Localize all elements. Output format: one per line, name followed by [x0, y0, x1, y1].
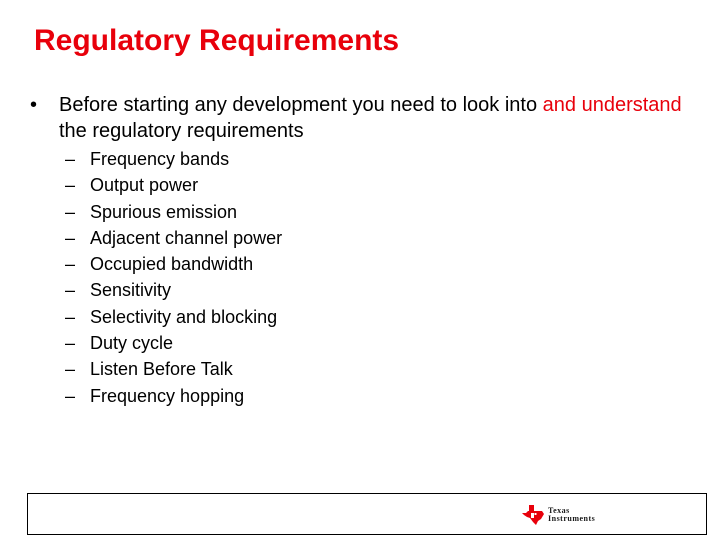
dash-marker: – [65, 201, 76, 222]
list-item-label: Frequency bands [90, 149, 230, 169]
slide-title: Regulatory Requirements [34, 24, 400, 57]
ti-wordmark-line2: Instruments [548, 514, 596, 523]
dash-marker: – [65, 254, 76, 275]
list-item-label: Adjacent channel power [90, 227, 283, 248]
dash-marker: – [65, 227, 76, 248]
main-bullet-text [59, 92, 699, 144]
list-item-label: Frequency hopping [90, 385, 245, 406]
bullet-marker: • [30, 94, 38, 116]
ti-wordmark-line1: Texas [548, 506, 570, 515]
bullet-text-start: Before starting any development you need to look into [59, 94, 543, 116]
dash-marker: – [65, 280, 76, 301]
dash-marker: – [65, 333, 76, 354]
dash-marker: – [65, 359, 76, 380]
dash-marker: – [65, 175, 76, 196]
ti-logo [522, 505, 595, 525]
dash-marker: – [65, 306, 76, 327]
list-item-label: Output power [90, 175, 199, 196]
texas-state-icon [522, 505, 544, 525]
list-item-label: Spurious emission [90, 201, 238, 222]
dash-marker: – [65, 385, 76, 406]
dash-marker: – [65, 149, 76, 169]
footer-bar [27, 493, 707, 535]
list-item-label: Sensitivity [90, 280, 172, 301]
list-item-label: Listen Before Talk [90, 359, 233, 380]
list-item-label: Duty cycle [90, 333, 174, 354]
bullet-text-highlight: and understand [542, 94, 682, 116]
list-item-label: Occupied bandwidth [90, 254, 254, 275]
bullet-text-end: the regulatory requirements [59, 120, 304, 142]
ti-wordmark [548, 507, 595, 523]
list-item-label: Selectivity and blocking [90, 306, 278, 327]
